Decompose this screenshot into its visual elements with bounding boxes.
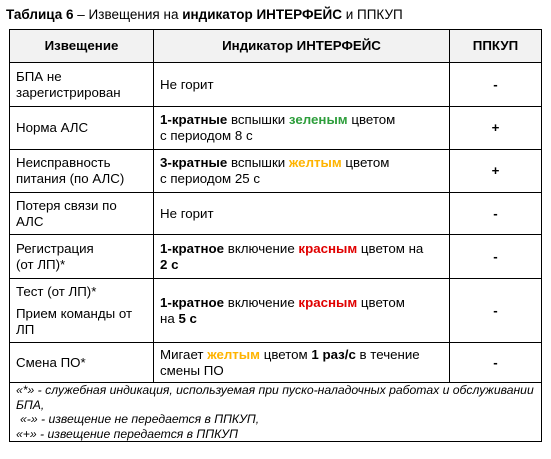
notification-line: БПА не [16,68,62,84]
indicator-text: Не горит [160,205,214,221]
notification-line: зарегистрирован [16,84,121,100]
notification-line: (от ЛП)* [16,256,66,272]
notification-line: Неисправность [16,155,111,170]
caption-text-before: Извещения на [88,7,183,22]
indicator-bold: 1-кратное [160,240,225,256]
note-line: «*» - служебная индикация, используемая при пуско-наладочных работах и обслуживании БПА, [16,383,534,412]
indicator-text: в течение [355,346,420,362]
caption-label: Таблица 6 [6,7,74,22]
note-line: «+» - извещение передается в ППКУП [16,426,238,441]
indicator-color-word: зеленым [288,112,348,127]
indicator-text: на [160,310,179,326]
notification-line: АЛС [16,213,44,229]
notification-line: ЛП [16,321,35,337]
indicator-text: Мигает [160,346,208,362]
indicator-text: включение [224,294,299,310]
ppkup-cell: - [450,193,542,235]
indicator-line2: с периодом 8 с [160,128,253,143]
notification-line: Тест (от ЛП)* [16,283,97,299]
ppkup-cell: - [450,279,542,343]
indicator-text: цветом [347,112,396,127]
table-row [10,279,542,343]
notification-cell [10,63,154,107]
indicator-bold: 1-кратные [160,112,228,127]
indicator-text: цветом на [357,240,424,256]
header-notification: Извещение [10,30,154,63]
notification-line: Норма АЛС [16,120,89,135]
indicator-line2: смены ПО [160,362,224,378]
indicator-cell [154,343,450,383]
notification-cell [10,107,154,150]
header-indicator: Индикатор ИНТЕРФЕЙС [154,30,450,63]
indicator-text: включение [224,240,299,256]
indicator-color-word: желтым [207,346,261,362]
indicator-cell [154,193,450,235]
notification-line: Регистрация [16,240,94,256]
notification-cell [10,150,154,193]
table-row [10,63,542,107]
header-row [10,30,542,63]
notification-cell [10,235,154,279]
indicator-color-word: желтым [288,155,342,170]
notification-line: Потеря связи по [16,197,117,213]
indicator-bold: 5 с [178,310,197,326]
notes-row [10,383,542,442]
indicator-text: цветом [357,294,405,310]
table-row [10,107,542,150]
notification-cell [10,193,154,235]
table-caption [6,7,403,22]
indicator-text: вспышки [227,155,289,170]
caption-dash: – [73,7,89,22]
indicator-line2: 2 с [160,256,179,272]
indicator-text: цветом [341,155,390,170]
indicator-cell [154,63,450,107]
indicator-cell [154,279,450,343]
indicator-color-word: красным [298,294,358,310]
table-row [10,150,542,193]
indicator-line2: с периодом 25 с [160,171,260,186]
table-row [10,343,542,383]
notification-cell [10,343,154,383]
notes-cell [10,383,542,442]
notification-line: Смена ПО* [16,354,86,370]
caption-bold-part: индикатор ИНТЕРФЕЙС [182,7,342,22]
notification-cell [10,279,154,343]
caption-text-after: и ППКУП [341,7,403,22]
notification-table [9,29,542,442]
table-row [10,235,542,279]
indicator-text: цветом [260,346,312,362]
ppkup-cell: - [450,343,542,383]
indicator-cell [154,235,450,279]
notification-line: Прием команды от [16,305,133,321]
indicator-cell [154,150,450,193]
indicator-cell [154,107,450,150]
indicator-color-word: красным [298,240,358,256]
ppkup-cell: + [450,150,542,193]
indicator-bold: 1 раз/с [311,346,356,362]
indicator-text: Не горит [160,76,214,92]
notification-line: питания (по АЛС) [16,171,125,186]
header-ppkup: ППКУП [450,30,542,63]
indicator-bold: 3-кратные [160,155,228,170]
indicator-text: вспышки [227,112,289,127]
indicator-bold: 1-кратное [160,294,225,310]
ppkup-cell: - [450,235,542,279]
ppkup-cell: - [450,63,542,107]
ppkup-cell: + [450,107,542,150]
table-row [10,193,542,235]
note-line: «-» - извещение не передается в ППКУП, [20,412,260,426]
